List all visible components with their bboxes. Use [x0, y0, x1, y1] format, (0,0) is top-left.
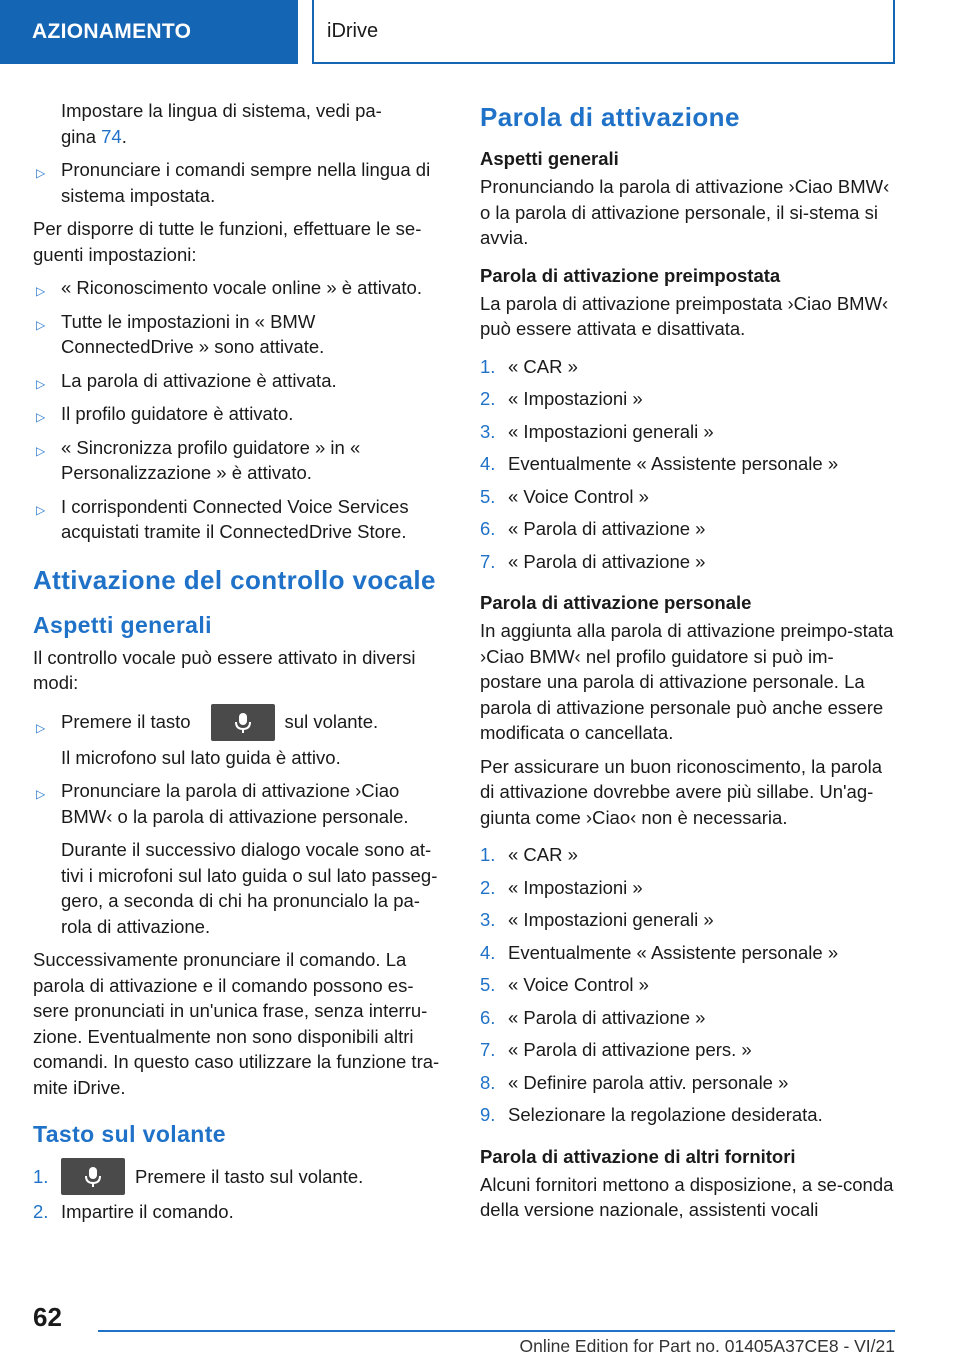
section-title: AZIONAMENTO: [32, 20, 192, 43]
paragraph: Durante il successivo dialogo vocale sono at-tivi i microfoni sul lato guida o sul lato passeg-gero, a seconda di chi ha pronuncialo la pa-rola di attivazione.: [61, 839, 438, 937]
step-item: 5. « Voice Control »: [480, 974, 649, 995]
step-item: 3. « Impostazioni generali »: [480, 420, 714, 442]
intro-paragraph: Impostare la lingua di sistema, vedi pa- gina 74.: [61, 100, 382, 147]
paragraph: Il controllo vocale può essere attivato in diversi modi:: [33, 646, 416, 693]
list-item: ▷ Tutte le impostazioni in « BMW ConnectedDrive » sono attivate.: [36, 310, 325, 357]
triangle-bullet-icon: ▷: [36, 787, 46, 801]
section-heading: Attivazione del controllo vocale: [33, 564, 436, 595]
step-item: 8. « Definire parola attiv. personale »: [480, 1071, 789, 1093]
step-item: 7. « Parola di attivazione »: [480, 550, 706, 572]
subheading: Parola di attivazione personale: [480, 592, 752, 613]
list-item: ▷ La parola di attivazione è attivata.: [33, 368, 448, 394]
list-item: ▷ « Sincronizza profilo guidatore » in « Personalizzazione » è attivato.: [36, 436, 361, 483]
page-number: 62: [33, 1302, 62, 1332]
list-item: ▷ Pronunciare la parola di attivazione ›Ciao BMW‹ o la parola di attivazione personale.: [36, 780, 409, 827]
page-link[interactable]: 74: [101, 125, 122, 147]
step-item: 1. « CAR »: [480, 355, 578, 377]
paragraph: In aggiunta alla parola di attivazione preimpo-stata ›Ciao BMW‹ nel profilo guidatore si può im-postare una parola di attivazione personale. La parola di attivazione personale può anche essere modificata o cancellata.: [480, 620, 894, 743]
step-item: 3. « Impostazioni generali »: [480, 909, 714, 930]
paragraph: Il microfono sul lato guida è attivo.: [61, 746, 341, 768]
step-item: 5. « Voice Control »: [480, 485, 649, 507]
step-item: 4. Eventualmente « Assistente personale »: [480, 453, 839, 474]
paragraph: Per disporre di tutte le funzioni, effettuare le se-guenti impostazioni:: [33, 218, 422, 265]
paragraph: Alcuni fornitori mettono a disposizione, a se-conda della versione nazionale, assistenti vocali: [480, 1173, 894, 1220]
triangle-bullet-icon: ▷: [36, 720, 46, 735]
subheading: Parola di attivazione di altri fornitori: [480, 1145, 796, 1167]
paragraph: Pronunciando la parola di attivazione ›Ciao BMW‹ o la parola di attivazione personale, il si-stema si avvia.: [480, 176, 890, 248]
microphone-icon: [83, 1166, 103, 1188]
step-item: 9. Selezionare la regolazione desiderata.: [480, 1104, 823, 1125]
paragraph: Successivamente pronunciare il comando. La parola di attivazione e il comando possono es-sere pronunciati in un'unica frase, senza interru-zione. Eventualmente non sono disponibili altri comandi. In questo caso utilizzare la funzione tra-mite iDrive.: [33, 949, 440, 1098]
list-item: ▷ « Riconoscimento vocale online » è attivato.: [33, 275, 448, 301]
chapter-header: [312, 0, 895, 64]
triangle-bullet-icon: ▷: [36, 376, 46, 391]
section-heading: Parola di attivazione: [480, 102, 740, 132]
step-item: 7. « Parola di attivazione pers. »: [480, 1039, 752, 1060]
step-item: 2. « Impostazioni »: [480, 876, 643, 898]
triangle-bullet-icon: ▷: [36, 502, 46, 517]
subheading: Aspetti generali: [480, 148, 619, 169]
step-item: 6. « Parola di attivazione »: [480, 1006, 706, 1028]
step-item: 2. « Impostazioni »: [480, 388, 643, 409]
paragraph: La parola di attivazione preimpostata ›Ciao BMW‹ può essere attivata e disattivata.: [480, 292, 889, 339]
triangle-bullet-icon: ▷: [36, 166, 46, 180]
chapter-title: iDrive: [327, 19, 379, 42]
list-item: ▷ I corrispondenti Connected Voice Services acquistati tramite il ConnectedDrive Store.: [36, 495, 409, 542]
triangle-bullet-icon: ▷: [36, 317, 46, 332]
step-item: 1. Premere il tasto sul volante.: [33, 1158, 448, 1195]
left-column: [33, 98, 448, 1232]
right-column: [480, 98, 895, 1231]
subsection-heading: Tasto sul volante: [33, 1121, 226, 1147]
edition-note: Online Edition for Part no. 01405A37CE8 - VI/21: [519, 1336, 895, 1356]
step-item: 1. « CAR »: [480, 844, 578, 865]
microphone-icon: [233, 712, 253, 734]
list-item: ▷ Premere il tasto sul volante.: [33, 704, 448, 741]
subsection-heading: Aspetti generali: [33, 611, 212, 638]
triangle-bullet-icon: ▷: [36, 443, 46, 458]
subheading: Parola di attivazione preimpostata: [480, 264, 781, 286]
voice-button: [61, 1158, 125, 1195]
step-item: 6. « Parola di attivazione »: [480, 518, 706, 539]
list-item: ▷ Il profilo guidatore è attivato.: [33, 401, 448, 427]
section-tab: [0, 0, 298, 64]
step-item: 4. Eventualmente « Assistente personale »: [480, 941, 839, 963]
triangle-bullet-icon: ▷: [36, 410, 46, 424]
list-item: ▷ Pronunciare i comandi sempre nella lingua di sistema impostata.: [36, 159, 431, 206]
footer-divider: [98, 1330, 895, 1332]
voice-button: [211, 704, 275, 741]
step-item: 2. Impartire il comando.: [33, 1201, 234, 1222]
paragraph: Per assicurare un buon riconoscimento, la parola di attivazione dovrebbe avere più sillabe. Un'ag-giunta come ›Ciao‹ non è necessaria.: [480, 755, 883, 828]
triangle-bullet-icon: ▷: [36, 284, 46, 298]
